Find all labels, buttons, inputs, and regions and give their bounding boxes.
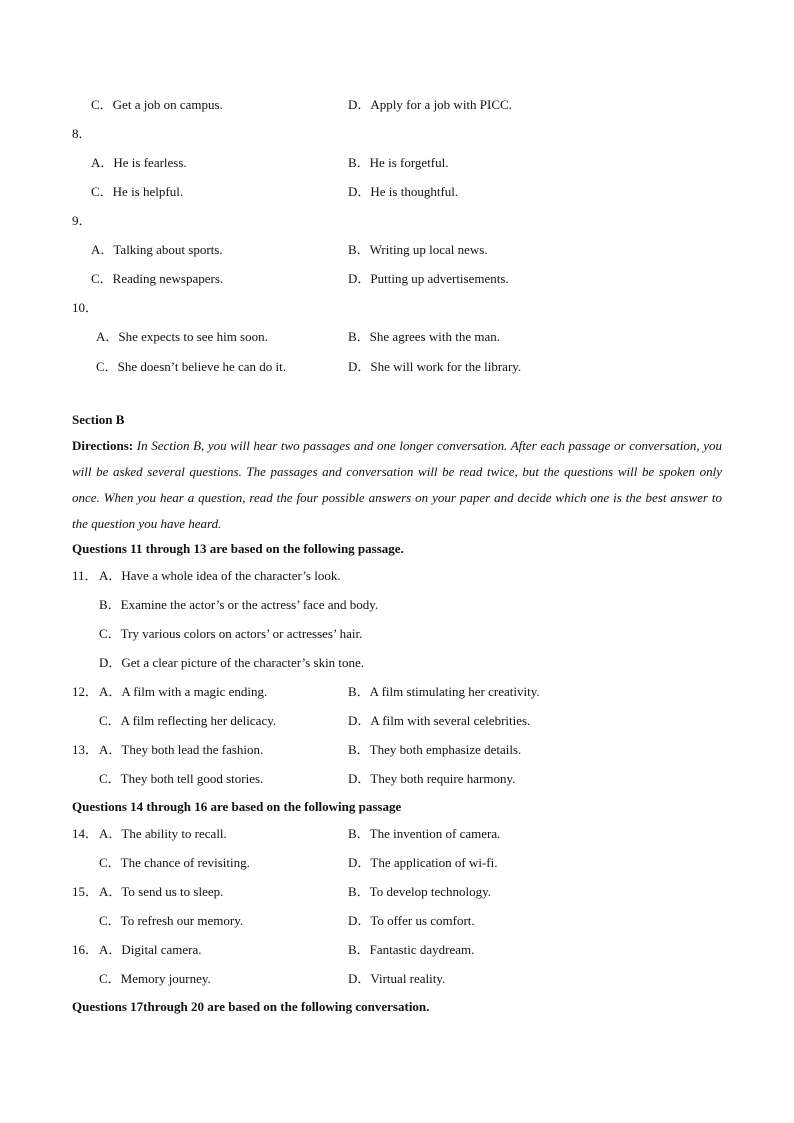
q11-number: 11． bbox=[72, 568, 98, 583]
q15-option-b: B．To develop technology. bbox=[348, 884, 492, 899]
q15-option-c: C．To refresh our memory. bbox=[99, 913, 244, 928]
q15-option-d: D．To offer us comfort. bbox=[348, 913, 475, 928]
group3-heading: Questions 17through 20 are based on the following conversation. bbox=[72, 999, 430, 1014]
group1-heading: Questions 11 through 13 are based on the following passage. bbox=[72, 541, 404, 556]
q16-option-d: D．Virtual reality. bbox=[348, 971, 446, 986]
q10-option-d: D．She will work for the library. bbox=[348, 359, 522, 374]
q15-option-a: A．To send us to sleep. bbox=[99, 884, 224, 899]
q12-option-a: A．A film with a magic ending. bbox=[99, 684, 268, 699]
q10-option-b: B．She agrees with the man. bbox=[348, 329, 500, 344]
q10-option-a: A．She expects to see him soon. bbox=[96, 329, 268, 344]
q12-number: 12． bbox=[72, 684, 99, 699]
q12-option-b: B．A film stimulating her creativity. bbox=[348, 684, 540, 699]
group2-heading: Questions 14 through 16 are based on the following passage bbox=[72, 799, 402, 814]
q12-option-c: C．A film reflecting her delicacy. bbox=[99, 713, 277, 728]
q13-option-c: C．They both tell good stories. bbox=[99, 771, 264, 786]
q12-option-d: D．A film with several celebrities. bbox=[348, 713, 531, 728]
q9-option-a: A．Talking about sports. bbox=[91, 242, 223, 257]
q14-option-b: B．The invention of camera. bbox=[348, 826, 501, 841]
q10-number: 10． bbox=[72, 300, 99, 315]
q9-number: 9． bbox=[72, 213, 92, 228]
q14-option-a: A．The ability to recall. bbox=[99, 826, 227, 841]
q11-option-a: A．Have a whole idea of the character’s look. bbox=[99, 568, 341, 583]
q8-option-b: B．He is forgetful. bbox=[348, 155, 449, 170]
q16-option-c: C．Memory journey. bbox=[99, 971, 211, 986]
q16-number: 16． bbox=[72, 942, 99, 957]
directions-text: In Section B, you will hear two passages and one longer conversation. After each passage or conversation, you will be asked several questions. The passages and conversation will be read twice, but the questions will be spoken only once. When you hear a question, read the four possible answers on your paper and decide which one is the best answer to the question you have heard. bbox=[72, 438, 722, 531]
q10-option-c: C．She doesn’t believe he can do it. bbox=[96, 359, 287, 374]
q16-option-b: B．Fantastic daydream. bbox=[348, 942, 475, 957]
q8-option-c: C．He is helpful. bbox=[91, 184, 184, 199]
q13-number: 13． bbox=[72, 742, 99, 757]
q8-number: 8． bbox=[72, 126, 92, 141]
q15-number: 15． bbox=[72, 884, 99, 899]
q8-option-d: D．He is thoughtful. bbox=[348, 184, 459, 199]
q7-option-d: D．Apply for a job with PICC. bbox=[348, 97, 512, 112]
q14-number: 14． bbox=[72, 826, 99, 841]
q13-option-b: B．They both emphasize details. bbox=[348, 742, 522, 757]
q11-option-d: D．Get a clear picture of the character’s skin tone. bbox=[99, 655, 365, 670]
section-b-directions bbox=[72, 433, 722, 537]
q8-option-a: A．He is fearless. bbox=[91, 155, 187, 170]
q11-option-b: B．Examine the actor’s or the actress’ face and body. bbox=[99, 597, 379, 612]
q13-option-d: D．They both require harmony. bbox=[348, 771, 516, 786]
q9-option-c: C．Reading newspapers. bbox=[91, 271, 224, 286]
q16-option-a: A．Digital camera. bbox=[99, 942, 202, 957]
section-b-title: Section B bbox=[72, 412, 125, 427]
q14-option-d: D．The application of wi-fi. bbox=[348, 855, 498, 870]
q7-option-c: C．Get a job on campus. bbox=[91, 97, 223, 112]
q14-option-c: C．The chance of revisiting. bbox=[99, 855, 250, 870]
q13-option-a: A．They both lead the fashion. bbox=[99, 742, 264, 757]
q9-option-d: D．Putting up advertisements. bbox=[348, 271, 509, 286]
q9-option-b: B．Writing up local news. bbox=[348, 242, 488, 257]
directions-label: Directions: bbox=[72, 438, 134, 453]
q11-option-c: C．Try various colors on actors’ or actresses’ hair. bbox=[99, 626, 363, 641]
